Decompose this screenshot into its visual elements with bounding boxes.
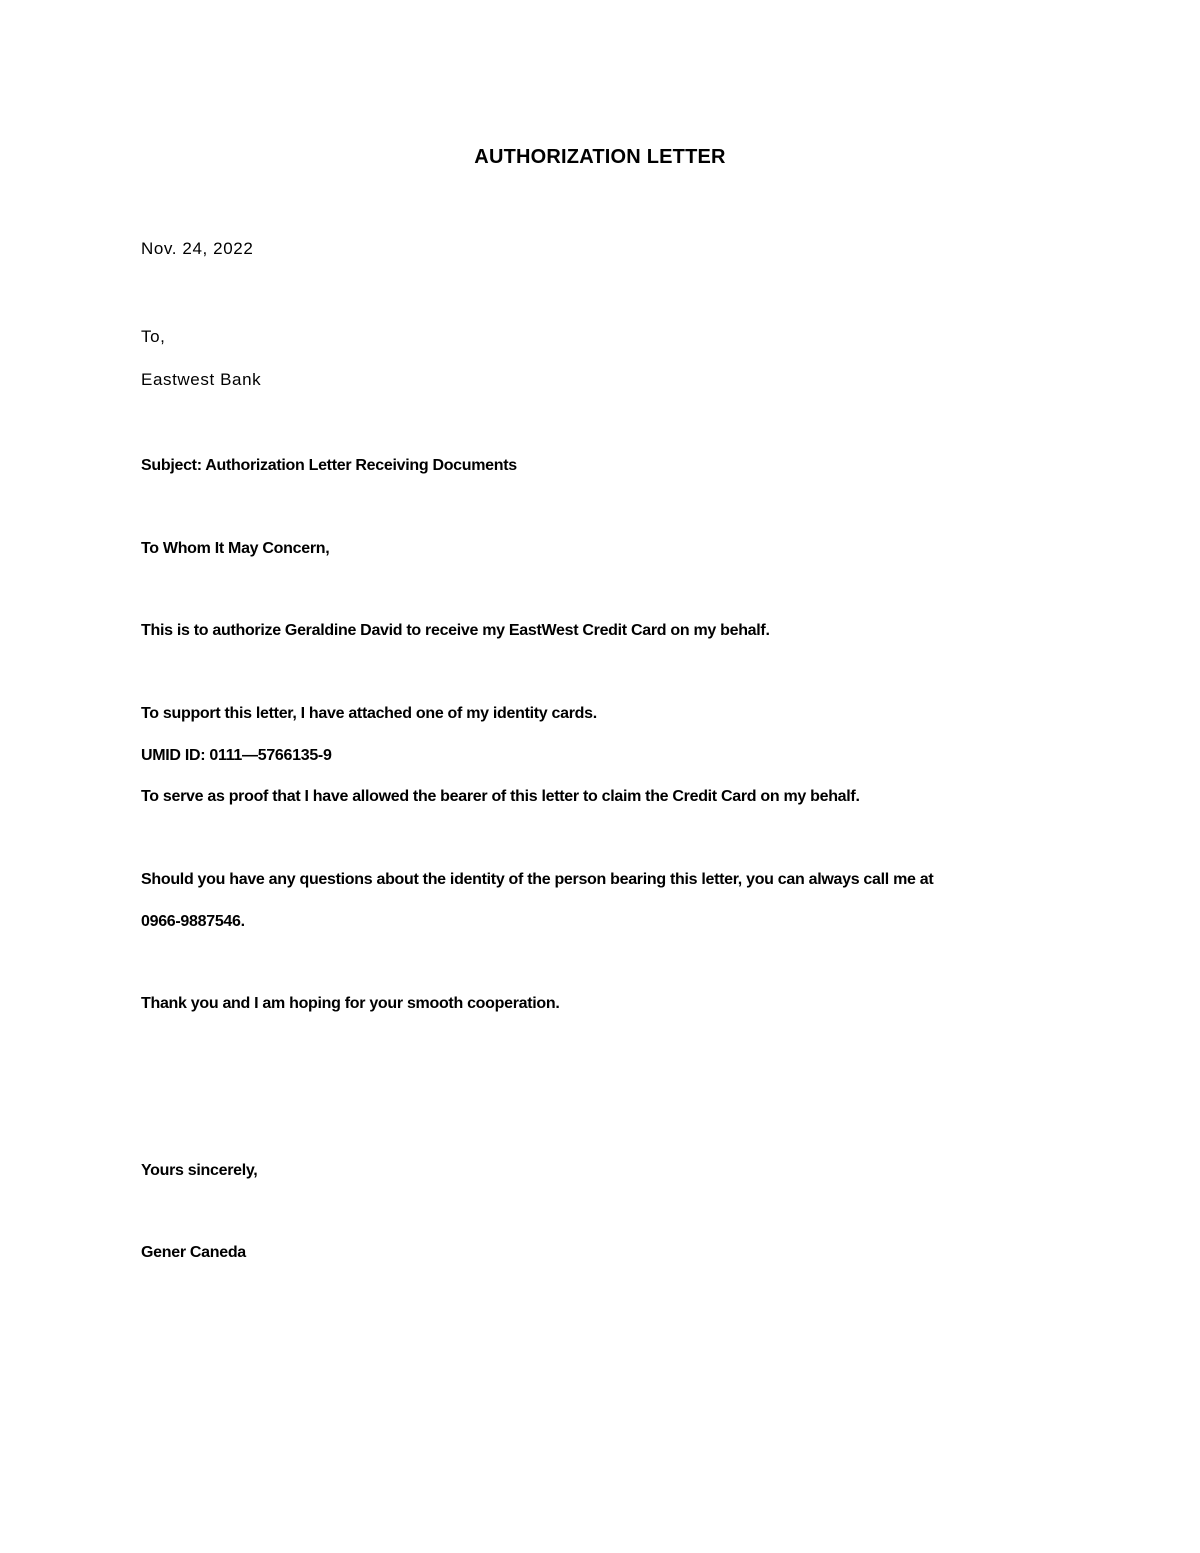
letter-date: Nov. 24, 2022 (141, 239, 254, 258)
authorization-paragraph: This is to authorize Geraldine David to receive my EastWest Credit Card on my behalf. (141, 622, 770, 639)
proof-paragraph: To serve as proof that I have allowed the bearer of this letter to claim the Credit Card on my behalf. (141, 788, 860, 805)
subject-line: Subject: Authorization Letter Receiving Documents (141, 457, 517, 474)
signatory-name: Gener Caneda (141, 1244, 246, 1261)
support-paragraph: To support this letter, I have attached one of my identity cards. (141, 705, 597, 722)
salutation-to: To, (141, 327, 166, 346)
letter-title: AUTHORIZATION LETTER (474, 146, 726, 168)
recipient-name: Eastwest Bank (141, 370, 262, 389)
greeting: To Whom It May Concern, (141, 540, 330, 557)
thanks-paragraph: Thank you and I am hoping for your smooth cooperation. (141, 995, 560, 1012)
umid-id: UMID ID: 0111—5766135-9 (141, 747, 332, 764)
phone-number: 0966-9887546. (141, 913, 245, 930)
questions-paragraph: Should you have any questions about the identity of the person bearing this letter, you can always call me at (141, 871, 934, 888)
closing: Yours sincerely, (141, 1162, 258, 1179)
